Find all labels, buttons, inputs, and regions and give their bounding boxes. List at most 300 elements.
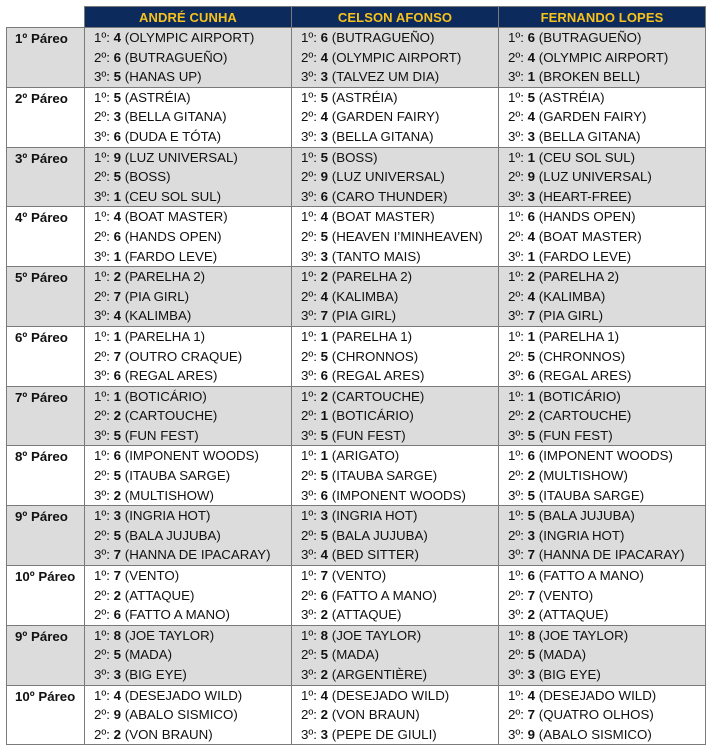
horse-name: (BALA JUJUBA)	[124, 527, 221, 543]
pick-position: 2º:	[301, 647, 317, 663]
pick-position: 3º:	[508, 667, 524, 682]
pick-position: 1º:	[508, 209, 524, 225]
pick-line	[292, 586, 498, 606]
pick-position: 2º:	[508, 49, 524, 65]
horse-name: (IMPONENT WOODS)	[331, 487, 466, 503]
pick-position: 2º:	[301, 587, 317, 603]
pick-line	[499, 148, 705, 168]
horse-number: 4	[320, 209, 329, 225]
pick-line	[499, 167, 705, 187]
pick-position: 3º:	[301, 427, 317, 443]
pick-position: 1º:	[94, 89, 110, 105]
pick-position: 2º:	[301, 169, 317, 185]
pick-position: 1º:	[94, 687, 110, 703]
horse-name: (BOSS)	[124, 169, 171, 185]
pick-line	[85, 466, 291, 486]
pick-cell	[85, 685, 292, 745]
pick-line	[85, 207, 291, 227]
pick-line	[85, 486, 291, 506]
horse-number: 4	[113, 30, 122, 45]
horse-name: (BOAT MASTER)	[538, 228, 642, 244]
pick-line	[499, 665, 705, 685]
pick-line	[85, 566, 291, 586]
horse-name: (VON BRAUN)	[124, 726, 213, 742]
horse-number: 6	[320, 368, 329, 384]
horse-name: (CEU SOL SUL)	[538, 149, 636, 165]
pick-position: 2º:	[94, 169, 110, 185]
horse-number: 2	[113, 269, 122, 285]
horse-name: (DESEJADO WILD)	[538, 687, 657, 703]
corner-cell	[7, 7, 85, 28]
horse-name: (PARELHA 2)	[331, 269, 413, 285]
pick-line	[85, 67, 291, 87]
horse-number: 4	[527, 228, 536, 244]
horse-name: (BROKEN BELL)	[538, 69, 640, 85]
horse-number: 3	[527, 188, 536, 204]
horse-number: 5	[113, 527, 122, 543]
pick-line	[499, 626, 705, 646]
horse-number: 9	[527, 169, 536, 185]
pick-line	[499, 287, 705, 307]
horse-name: (HEAVEN I’MINHEAVEN)	[331, 228, 483, 244]
horse-number: 6	[320, 30, 329, 45]
pick-line	[292, 466, 498, 486]
pick-line	[292, 187, 498, 207]
pick-line	[85, 187, 291, 207]
pick-line	[499, 387, 705, 407]
horse-number: 5	[113, 468, 122, 484]
race-label: 1º Páreo	[7, 28, 85, 88]
horse-name: (BOTICÁRIO)	[331, 408, 414, 424]
pick-position: 2º:	[508, 587, 524, 603]
pick-line	[499, 545, 705, 565]
horse-number: 4	[527, 288, 536, 304]
pick-cell	[292, 685, 499, 745]
horse-name: (BUTRAGUEÑO)	[538, 30, 642, 45]
table-row	[7, 87, 706, 147]
horse-name: (KALIMBA)	[124, 308, 192, 324]
pick-position: 2º:	[508, 348, 524, 364]
pick-line	[292, 545, 498, 565]
pick-line	[499, 466, 705, 486]
pick-cell	[85, 506, 292, 566]
pick-line	[499, 127, 705, 147]
pick-line	[292, 605, 498, 625]
pick-line	[499, 526, 705, 546]
pick-line	[499, 645, 705, 665]
horse-name: (CARTOUCHE)	[538, 408, 632, 424]
horse-name: (CARO THUNDER)	[331, 188, 448, 204]
pick-line	[85, 306, 291, 326]
table-row	[7, 625, 706, 685]
horse-name: (ITAUBA SARGE)	[124, 468, 231, 484]
table-row	[7, 386, 706, 446]
pick-position: 1º:	[508, 388, 524, 404]
pick-position: 1º:	[94, 508, 110, 524]
pick-line	[499, 347, 705, 367]
pick-position: 1º:	[301, 687, 317, 703]
pick-cell	[292, 28, 499, 88]
pick-cell	[85, 147, 292, 207]
horse-number: 3	[113, 109, 122, 125]
pick-cell	[292, 147, 499, 207]
pick-position: 3º:	[508, 69, 524, 85]
pick-position: 1º:	[508, 149, 524, 165]
race-label: 10º Páreo	[7, 566, 85, 626]
horse-number: 5	[527, 487, 536, 503]
pick-line	[499, 187, 705, 207]
pick-position: 3º:	[508, 308, 524, 324]
race-label: 3º Páreo	[7, 147, 85, 207]
horse-name: (FATTO A MANO)	[331, 587, 437, 603]
race-label: 6º Páreo	[7, 326, 85, 386]
horse-name: (ABALO SISMICO)	[124, 707, 238, 723]
pick-cell	[499, 87, 706, 147]
tips-table	[6, 6, 706, 745]
horse-name: (QUATRO OLHOS)	[538, 707, 654, 723]
pick-position: 1º:	[508, 448, 524, 464]
horse-name: (REGAL ARES)	[538, 368, 632, 384]
horse-number: 1	[320, 328, 329, 344]
horse-number: 9	[527, 726, 536, 742]
horse-number: 5	[320, 427, 329, 443]
table-row	[7, 685, 706, 745]
horse-name: (BUTRAGUEÑO)	[331, 30, 435, 45]
horse-name: (JOE TAYLOR)	[124, 627, 215, 643]
horse-number: 6	[527, 568, 536, 584]
horse-name: (BOTICÁRIO)	[538, 388, 621, 404]
pick-position: 1º:	[301, 209, 317, 225]
pick-line	[499, 686, 705, 706]
horse-number: 7	[113, 288, 122, 304]
pick-position: 1º:	[94, 30, 110, 45]
race-label: 8º Páreo	[7, 446, 85, 506]
horse-name: (ABALO SISMICO)	[538, 726, 652, 742]
horse-number: 6	[113, 448, 122, 464]
horse-number: 5	[320, 348, 329, 364]
pick-line	[85, 387, 291, 407]
pick-position: 1º:	[301, 508, 317, 524]
horse-name: (HANDS OPEN)	[124, 228, 222, 244]
horse-name: (HEART-FREE)	[538, 188, 632, 204]
pick-position: 3º:	[301, 368, 317, 384]
pick-position: 2º:	[301, 527, 317, 543]
horse-number: 6	[320, 587, 329, 603]
horse-name: (VENTO)	[331, 568, 387, 584]
pick-position: 1º:	[301, 269, 317, 285]
horse-name: (REGAL ARES)	[331, 368, 425, 384]
pick-cell	[85, 267, 292, 327]
pick-position: 2º:	[94, 607, 110, 623]
table-row	[7, 28, 706, 88]
pick-line	[499, 28, 705, 48]
pick-cell	[292, 267, 499, 327]
race-label: 9º Páreo	[7, 506, 85, 566]
pick-position: 2º:	[94, 348, 110, 364]
pick-cell	[85, 446, 292, 506]
horse-name: (OLYMPIC AIRPORT)	[331, 49, 462, 65]
pick-position: 1º:	[508, 627, 524, 643]
pick-position: 3º:	[94, 308, 110, 324]
pick-cell	[85, 207, 292, 267]
pick-position: 2º:	[94, 587, 110, 603]
horse-name: (CHRONNOS)	[538, 348, 626, 364]
horse-number: 6	[113, 228, 122, 244]
horse-number: 5	[113, 169, 122, 185]
horse-name: (BELLA GITANA)	[538, 128, 641, 144]
pick-position: 2º:	[508, 527, 524, 543]
pick-position: 1º:	[94, 209, 110, 225]
pick-position: 2º:	[94, 468, 110, 484]
pick-position: 3º:	[301, 69, 317, 85]
horse-number: 6	[527, 368, 536, 384]
pick-position: 1º:	[508, 568, 524, 584]
pick-position: 3º:	[508, 487, 524, 503]
race-label: 2º Páreo	[7, 87, 85, 147]
horse-number: 5	[527, 89, 536, 105]
pick-line	[85, 28, 291, 48]
horse-name: (PIA GIRL)	[124, 288, 190, 304]
horse-name: (ASTRÉIA)	[331, 89, 398, 105]
horse-number: 6	[527, 448, 536, 464]
horse-number: 1	[113, 388, 122, 404]
horse-name: (PARELHA 1)	[331, 328, 413, 344]
pick-position: 2º:	[94, 707, 110, 723]
horse-name: (PIA GIRL)	[538, 308, 604, 324]
horse-name: (CARTOUCHE)	[331, 388, 425, 404]
horse-number: 1	[527, 69, 536, 85]
horse-name: (INGRIA HOT)	[538, 527, 625, 543]
horse-number: 4	[320, 687, 329, 703]
pick-line	[292, 665, 498, 685]
pick-position: 3º:	[94, 427, 110, 443]
pick-line	[499, 586, 705, 606]
pick-cell	[85, 28, 292, 88]
horse-name: (FUN FEST)	[538, 427, 613, 443]
pick-line	[292, 387, 498, 407]
horse-name: (OLYMPIC AIRPORT)	[538, 49, 669, 65]
horse-name: (IMPONENT WOODS)	[538, 448, 673, 464]
horse-number: 2	[527, 607, 536, 623]
pick-line	[292, 566, 498, 586]
pick-position: 2º:	[94, 647, 110, 663]
pick-line	[85, 347, 291, 367]
pick-line	[292, 306, 498, 326]
pick-cell	[292, 566, 499, 626]
pick-line	[85, 88, 291, 108]
pick-line	[85, 506, 291, 526]
pick-line	[85, 48, 291, 68]
table-body	[7, 28, 706, 745]
pick-position: 2º:	[508, 468, 524, 484]
horse-number: 1	[527, 388, 536, 404]
pick-position: 3º:	[508, 726, 524, 742]
horse-name: (HANNA DE IPACARAY)	[124, 547, 271, 563]
horse-number: 6	[113, 128, 122, 144]
horse-number: 4	[320, 547, 329, 563]
pick-line	[85, 167, 291, 187]
horse-name: (MULTISHOW)	[124, 487, 214, 503]
pick-line	[292, 148, 498, 168]
pick-position: 1º:	[508, 328, 524, 344]
pick-line	[85, 406, 291, 426]
pick-cell	[292, 506, 499, 566]
pick-cell	[499, 207, 706, 267]
horse-number: 3	[320, 248, 329, 264]
horse-name: (BELLA GITANA)	[331, 128, 434, 144]
horse-name: (BOSS)	[331, 149, 378, 165]
horse-name: (DESEJADO WILD)	[331, 687, 450, 703]
pick-line	[499, 366, 705, 386]
pick-cell	[499, 147, 706, 207]
horse-number: 5	[320, 149, 329, 165]
horse-number: 8	[320, 627, 329, 643]
pick-position: 3º:	[508, 248, 524, 264]
horse-number: 5	[320, 647, 329, 663]
horse-number: 8	[527, 627, 536, 643]
pick-line	[292, 446, 498, 466]
pick-line	[499, 306, 705, 326]
pick-line	[85, 586, 291, 606]
pick-line	[499, 725, 705, 745]
pick-position: 2º:	[94, 49, 110, 65]
race-label: 10º Páreo	[7, 685, 85, 745]
horse-name: (ITAUBA SARGE)	[331, 468, 438, 484]
pick-position: 3º:	[301, 487, 317, 503]
horse-number: 1	[320, 408, 329, 424]
horse-number: 9	[113, 149, 122, 165]
pick-line	[499, 227, 705, 247]
horse-number: 7	[527, 587, 536, 603]
pick-line	[292, 327, 498, 347]
horse-number: 6	[527, 30, 536, 45]
pick-position: 1º:	[508, 687, 524, 703]
pick-position: 3º:	[301, 308, 317, 324]
horse-name: (BOTICÁRIO)	[124, 388, 207, 404]
horse-name: (PIA GIRL)	[331, 308, 397, 324]
pick-line	[85, 446, 291, 466]
horse-name: (ASTRÉIA)	[538, 89, 605, 105]
horse-name: (INGRIA HOT)	[124, 508, 211, 524]
pick-line	[292, 267, 498, 287]
pick-cell	[292, 625, 499, 685]
pick-position: 2º:	[94, 527, 110, 543]
pick-line	[499, 705, 705, 725]
pick-line	[292, 127, 498, 147]
horse-number: 1	[527, 328, 536, 344]
horse-number: 4	[113, 209, 122, 225]
pick-line	[292, 207, 498, 227]
pick-position: 2º:	[301, 49, 317, 65]
horse-number: 2	[320, 707, 329, 723]
horse-name: (PARELHA 1)	[124, 328, 206, 344]
pick-line	[499, 327, 705, 347]
pick-position: 2º:	[301, 109, 317, 125]
horse-number: 1	[113, 188, 122, 204]
pick-line	[499, 446, 705, 466]
horse-number: 5	[113, 89, 122, 105]
pick-position: 1º:	[94, 568, 110, 584]
pick-position: 1º:	[301, 328, 317, 344]
pick-position: 1º:	[508, 89, 524, 105]
horse-name: (VENTO)	[538, 587, 594, 603]
pick-position: 1º:	[508, 508, 524, 524]
pick-position: 3º:	[94, 368, 110, 384]
pick-position: 2º:	[508, 169, 524, 185]
horse-name: (GARDEN FAIRY)	[331, 109, 440, 125]
horse-number: 2	[320, 607, 329, 623]
pick-position: 3º:	[94, 128, 110, 144]
pick-line	[292, 247, 498, 267]
pick-position: 3º:	[94, 248, 110, 264]
horse-number: 2	[527, 468, 536, 484]
pick-position: 2º:	[301, 408, 317, 424]
horse-number: 9	[113, 707, 122, 723]
horse-number: 9	[320, 169, 329, 185]
horse-name: (MADA)	[124, 647, 173, 663]
pick-position: 3º:	[94, 487, 110, 503]
horse-number: 5	[527, 508, 536, 524]
horse-number: 6	[113, 49, 122, 65]
horse-name: (ATTAQUE)	[538, 607, 609, 623]
pick-line	[85, 287, 291, 307]
horse-name: (VENTO)	[124, 568, 180, 584]
pick-line	[499, 506, 705, 526]
horse-number: 3	[320, 508, 329, 524]
horse-number: 4	[320, 109, 329, 125]
header-tipster-3: FERNANDO LOPES	[499, 7, 706, 28]
pick-position: 1º:	[301, 388, 317, 404]
horse-name: (ASTRÉIA)	[124, 89, 191, 105]
pick-position: 3º:	[301, 667, 317, 682]
pick-cell	[499, 28, 706, 88]
pick-cell	[499, 267, 706, 327]
pick-line	[292, 686, 498, 706]
pick-cell	[85, 566, 292, 626]
pick-line	[292, 366, 498, 386]
pick-position: 1º:	[94, 328, 110, 344]
horse-number: 3	[113, 667, 122, 682]
pick-position: 3º:	[301, 607, 317, 623]
pick-position: 2º:	[301, 707, 317, 723]
table-row	[7, 446, 706, 506]
pick-line	[499, 67, 705, 87]
horse-name: (ATTAQUE)	[124, 587, 195, 603]
horse-number: 2	[113, 587, 122, 603]
pick-position: 2º:	[508, 408, 524, 424]
horse-number: 5	[113, 647, 122, 663]
horse-name: (PARELHA 2)	[538, 269, 620, 285]
pick-cell	[499, 506, 706, 566]
race-label: 5º Páreo	[7, 267, 85, 327]
pick-cell	[85, 87, 292, 147]
pick-cell	[499, 566, 706, 626]
horse-number: 3	[527, 128, 536, 144]
pick-line	[292, 167, 498, 187]
horse-number: 7	[113, 348, 122, 364]
pick-position: 2º:	[301, 348, 317, 364]
table-row	[7, 207, 706, 267]
race-label: 4º Páreo	[7, 207, 85, 267]
horse-number: 5	[320, 228, 329, 244]
pick-cell	[292, 326, 499, 386]
horse-number: 2	[113, 487, 122, 503]
horse-name: (BALA JUJUBA)	[538, 508, 635, 524]
pick-line	[292, 705, 498, 725]
horse-number: 1	[527, 248, 536, 264]
horse-number: 1	[113, 328, 122, 344]
horse-name: (LUZ UNIVERSAL)	[124, 149, 238, 165]
